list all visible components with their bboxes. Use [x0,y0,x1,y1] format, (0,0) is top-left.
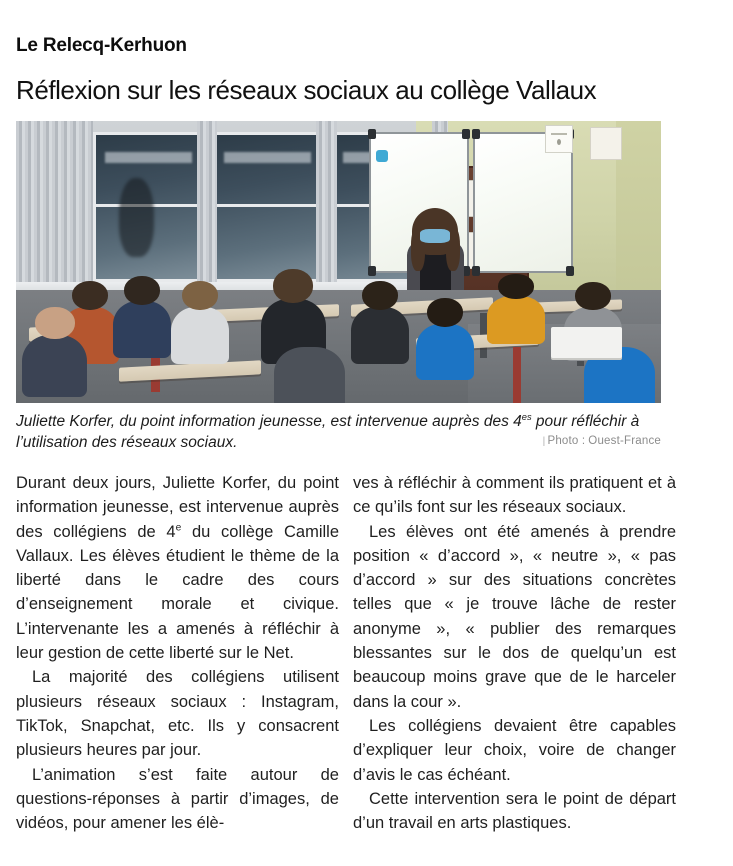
photo-credit-label: Photo : [547,435,586,447]
photo-student-backpack [274,347,345,403]
article-column-left [16,471,339,835]
photo-window-1 [93,132,203,281]
photo-student [113,301,171,357]
article-column-right [353,471,676,835]
article-paragraph: La majorité des collégiens utilisent plusieurs réseaux sociaux : Instagram, TikTok, Snapchat, etc. Ils y consacrent plusieurs heures par jour. [16,668,339,760]
photo-student [22,335,87,397]
article-body [16,471,691,835]
photo-student-head [273,269,313,303]
window-reflection [105,152,192,162]
photo-student [171,307,229,363]
photo-student-head [498,274,534,299]
article-paragraph: Les élèves ont été amenés à prendre position « d’accord », « neutre », « pas d’accord » sur des situations concrètes telles que « je trouve lâche de rester anonyme », « publier des remarques blessantes sur le dos de quelqu’un est beaucoup moins grave que de le harceler dans la cour ». [353,522,676,711]
photo-student-head [182,281,218,310]
article-paragraph [16,471,339,665]
article-photo-figure [16,121,661,403]
presenter-face-mask [420,229,450,243]
photo-credit [543,431,661,452]
window-mullion [216,204,320,207]
photo-curtain [316,121,337,290]
article-paragraph: Cette intervention sera le point de départ d’un travail en arts plastiques. [353,789,676,833]
photo-desk-leg [513,347,521,403]
photo-presenter [403,211,468,301]
whiteboard-clip [368,129,376,139]
article-paragraph: L’animation s’est faite autour de questions-réponses à partir d’images, de vidéos, pour amener les élè- [16,765,339,833]
photo-wall-sign [545,125,573,154]
photo-student [487,296,545,344]
photo-curtain [16,121,93,290]
photo-student-head [72,281,108,310]
photo-curtain [197,121,218,290]
wall-sign-line [551,133,567,135]
whiteboard-clip [462,129,470,139]
photo-credit-source: Ouest-France [588,435,661,447]
whiteboard-clip [368,266,376,276]
photo-caption-superscript: es [521,411,532,422]
photo-whiteboard-area [364,121,577,301]
photo-student-head [362,281,398,310]
photo-step-stool [551,327,622,358]
photo-caption-text-after: pour réfléchir à l’utilisation des réseaux sociaux. [16,413,640,451]
photo-caption [16,411,661,453]
paragraph-text-after: du collège Camille Vallaux. Les élèves étudient le thème de la liberté dans le cadre des cours d’enseignement morale et civique. L’intervenante les a amenés à réfléchir à leur gestion de cette liberté sur le Net. [16,522,340,663]
classroom-photo [16,121,661,403]
whiteboard-magnet [376,150,388,162]
wall-sign-symbol [557,139,562,146]
window-dark-shape [119,178,154,257]
photo-credit-separator: | [542,436,546,447]
whiteboard-clip [472,129,480,139]
article-headline: Réflexion sur les réseaux sociaux au collège Vallaux [16,75,597,105]
paragraph-superscript: e [175,522,182,534]
photo-student-head [35,307,75,339]
window-reflection [224,152,311,162]
whiteboard-clip [566,266,574,276]
photo-student-head [124,276,160,305]
paragraph-text-before: Durant deux jours, Juliette Korfer, du point information jeunesse, est intervenue auprès des collégiens de 4 [16,474,339,541]
photo-wall-poster [590,127,622,161]
photo-student-head [575,282,611,310]
article-paragraph: ves à réfléchir à comment ils pratiquent et à ce qu’ils font sur les réseaux sociaux. [353,474,676,517]
photo-window-2 [213,132,323,281]
photo-student-head [427,298,463,327]
photo-student [351,307,409,363]
photo-student [416,324,474,380]
article-kicker: Le Relecq-Kerhuon [16,35,187,56]
article-paragraph: Les collégiens devaient être capables d’expliquer leur choix, voire de changer d’avis le cas échéant. [353,716,676,784]
photo-caption-text-before: Juliette Korfer, du point information jeunesse, est intervenue auprès des 4 [16,413,522,430]
whiteboard-clip [472,266,480,276]
